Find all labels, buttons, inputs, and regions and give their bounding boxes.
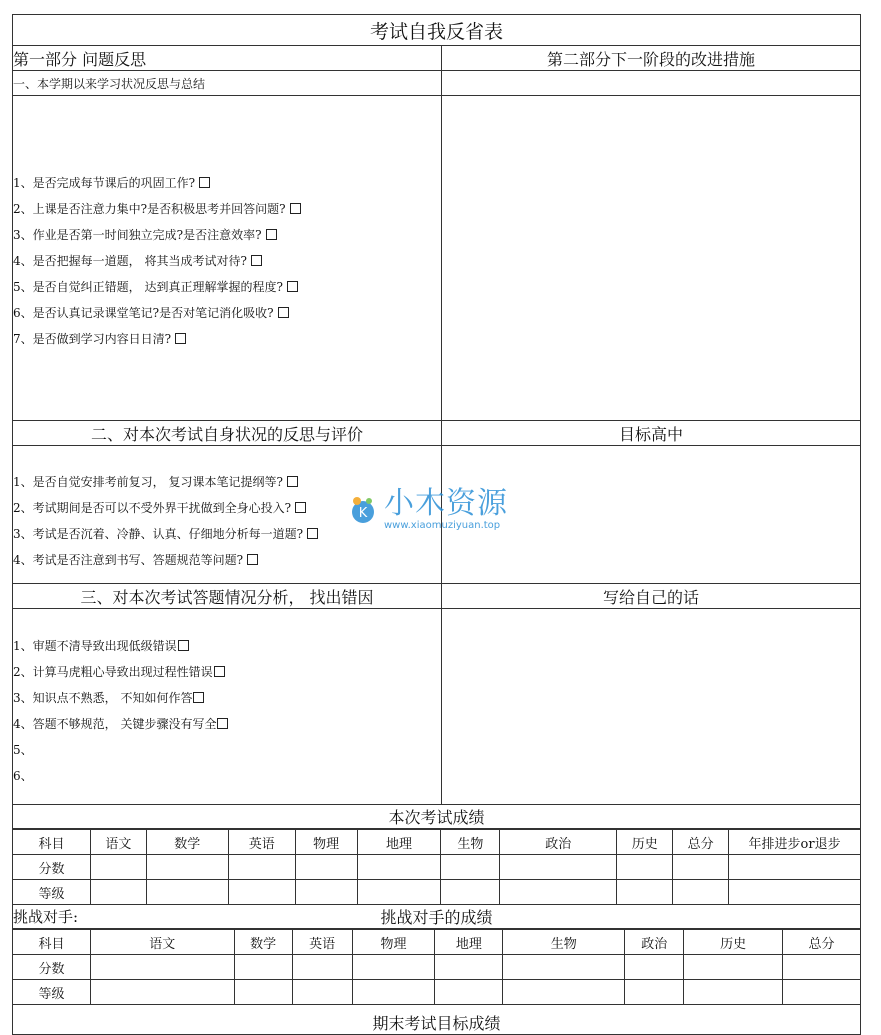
column-header: 数学 (146, 830, 228, 855)
checkbox[interactable] (295, 502, 306, 513)
score-cell[interactable] (295, 855, 357, 880)
checkbox[interactable] (214, 666, 225, 677)
row-label: 等级 (13, 880, 91, 905)
column-header: 科目 (13, 830, 91, 855)
score-cell[interactable] (352, 955, 435, 980)
checklist-item: 1、是否自觉安排考前复习， 复习课本笔记提纲等? (13, 469, 441, 495)
grade-cell[interactable] (90, 980, 234, 1005)
checklist-item: 6、 (13, 769, 33, 783)
reflection-grid (12, 46, 861, 805)
checklist-item: 2、上课是否注意力集中?是否积极思考并回答问题? (13, 196, 441, 222)
checklist-item: 5、 (13, 743, 33, 757)
checklist-item: 4、是否把握每一道题， 将其当成考试对待? (13, 248, 441, 274)
checkbox[interactable] (247, 554, 258, 565)
score-cell[interactable] (617, 855, 673, 880)
goal-header: 目标高中 (442, 421, 860, 446)
part2-header: 第二部分下一阶段的改进措施 (442, 46, 860, 71)
table-row (13, 855, 861, 880)
column-header: 语文 (90, 930, 234, 955)
score-cell[interactable] (90, 955, 234, 980)
score-cell[interactable] (783, 955, 861, 980)
checkbox[interactable] (278, 307, 289, 318)
checklist-item: 3、知识点不熟悉， 不知如何作答 (13, 685, 441, 711)
score-cell[interactable] (673, 855, 729, 880)
score-cell[interactable] (90, 855, 146, 880)
column-header: 生物 (441, 830, 500, 855)
checkbox[interactable] (193, 692, 204, 703)
checklist-item: 6、是否认真记录课堂笔记?是否对笔记消化吸收? (13, 300, 441, 326)
column-header: 历史 (684, 930, 783, 955)
column-header: 地理 (357, 830, 441, 855)
part2-subrow[interactable] (442, 71, 860, 96)
form-title: 考试自我反省表 (12, 14, 861, 46)
grade-cell[interactable] (228, 880, 295, 905)
checkbox[interactable] (199, 177, 210, 188)
column-header: 英语 (292, 930, 352, 955)
table-row (13, 930, 861, 955)
part1-checklist (13, 96, 441, 421)
checklist-item: 5、是否自觉纠正错题， 达到真正理解掌握的程度? (13, 274, 441, 300)
rival-table (12, 929, 861, 1005)
checkbox[interactable] (287, 476, 298, 487)
score-cell[interactable] (503, 955, 625, 980)
column-header: 总分 (673, 830, 729, 855)
column-header: 科目 (13, 930, 91, 955)
checkbox[interactable] (217, 718, 228, 729)
improvement-measures-area[interactable] (442, 96, 860, 421)
grade-cell[interactable] (441, 880, 500, 905)
row-label: 等级 (13, 980, 91, 1005)
score-cell[interactable] (729, 855, 861, 880)
table-row (13, 880, 861, 905)
grade-cell[interactable] (684, 980, 783, 1005)
grade-cell[interactable] (673, 880, 729, 905)
svg-text:K: K (358, 505, 368, 521)
checkbox[interactable] (287, 281, 298, 292)
watermark (348, 488, 508, 531)
column-header: 语文 (90, 830, 146, 855)
grade-cell[interactable] (146, 880, 228, 905)
part1-subheader: 一、本学期以来学习状况反思与总结 (13, 71, 441, 96)
column-header: 英语 (228, 830, 295, 855)
checklist-item: 1、是否完成每节课后的巩固工作? (13, 170, 441, 196)
column-header: 政治 (625, 930, 684, 955)
grade-cell[interactable] (295, 880, 357, 905)
column-header: 生物 (503, 930, 625, 955)
score-cell[interactable] (435, 955, 503, 980)
column-header: 历史 (617, 830, 673, 855)
checklist-item: 4、答题不够规范， 关键步骤没有写全 (13, 711, 441, 737)
watermark-url: www.xiaomuziyuan.top (384, 520, 501, 531)
score-cell[interactable] (357, 855, 441, 880)
rival-label: 挑战对手: (13, 908, 79, 926)
checkbox[interactable] (251, 255, 262, 266)
table-row (13, 980, 861, 1005)
grade-cell[interactable] (234, 980, 292, 1005)
table-row (13, 955, 861, 980)
score-cell[interactable] (234, 955, 292, 980)
watermark-name: 小木资源 (384, 486, 508, 521)
rival-header: 挑战对手: 挑战对手的成绩 (12, 905, 861, 929)
score-cell[interactable] (292, 955, 352, 980)
table-row (13, 830, 861, 855)
column-header: 政治 (500, 830, 617, 855)
checklist-item: 2、考试期间是否可以不受外界干扰做到全身心投入? (13, 495, 441, 521)
grade-cell[interactable] (435, 980, 503, 1005)
column-header: 总分 (783, 930, 861, 955)
column-header: 物理 (352, 930, 435, 955)
grade-cell[interactable] (357, 880, 441, 905)
checkbox[interactable] (175, 333, 186, 344)
grade-cell[interactable] (500, 880, 617, 905)
grade-cell[interactable] (352, 980, 435, 1005)
scores-table (12, 829, 861, 905)
watermark-logo-icon (348, 495, 378, 525)
score-cell[interactable] (441, 855, 500, 880)
checklist-item: 1、审题不清导致出现低级错误 (13, 633, 441, 659)
checklist-item: 7、是否做到学习内容日日清? (13, 326, 441, 352)
final-goal-header: 期末考试目标成绩 (12, 1005, 861, 1035)
score-cell[interactable] (146, 855, 228, 880)
section2-header: 二、对本次考试自身状况的反思与评价 (13, 421, 441, 446)
words-header: 写给自己的话 (442, 584, 860, 609)
grade-cell[interactable] (503, 980, 625, 1005)
grade-cell[interactable] (90, 880, 146, 905)
words-to-self-area[interactable] (442, 609, 860, 805)
row-label: 分数 (13, 855, 91, 880)
grade-cell[interactable] (729, 880, 861, 905)
scores-header: 本次考试成绩 (12, 805, 861, 829)
checkbox[interactable] (290, 203, 301, 214)
checklist-item: 4、考试是否注意到书写、答题规范等问题? (13, 547, 441, 573)
part1-header: 第一部分 问题反思 (13, 46, 441, 71)
score-cell[interactable] (684, 955, 783, 980)
section3-checklist (13, 609, 441, 805)
grade-cell[interactable] (625, 980, 684, 1005)
score-cell[interactable] (625, 955, 684, 980)
grade-cell[interactable] (783, 980, 861, 1005)
checklist-item: 3、作业是否第一时间独立完成?是否注意效率? (13, 222, 441, 248)
checklist-item: 3、考试是否沉着、冷静、认真、仔细地分析每一道题? (13, 521, 441, 547)
score-cell[interactable] (500, 855, 617, 880)
checklist-item: 2、计算马虎粗心导致出现过程性错误 (13, 659, 441, 685)
column-header: 年排进步or退步 (729, 830, 861, 855)
right-column (442, 46, 860, 805)
section3-header: 三、对本次考试答题情况分析， 找出错因 (13, 584, 441, 609)
row-label: 分数 (13, 955, 91, 980)
column-header: 数学 (234, 930, 292, 955)
left-column (13, 46, 442, 805)
column-header: 物理 (295, 830, 357, 855)
checkbox[interactable] (266, 229, 277, 240)
grade-cell[interactable] (292, 980, 352, 1005)
checkbox[interactable] (307, 528, 318, 539)
checkbox[interactable] (178, 640, 189, 651)
grade-cell[interactable] (617, 880, 673, 905)
score-cell[interactable] (228, 855, 295, 880)
column-header: 地理 (435, 930, 503, 955)
